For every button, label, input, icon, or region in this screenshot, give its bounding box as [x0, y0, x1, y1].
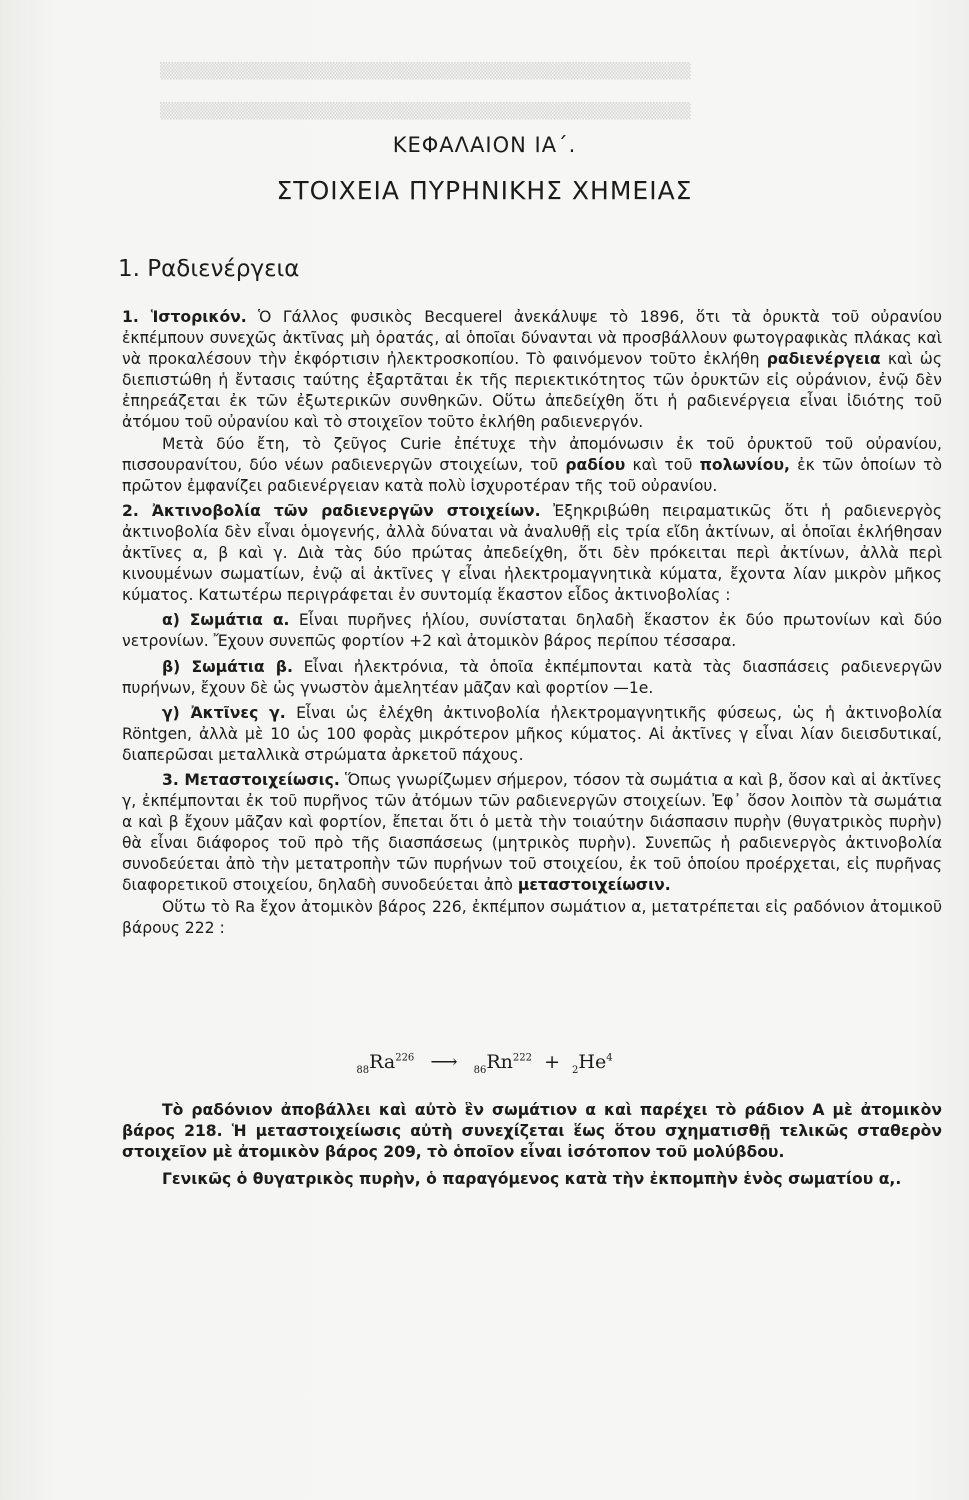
paragraph-radium-example: Οὕτω τὸ Ra ἔχον ἀτομικὸν βάρος 226, ἐκπέμπον σωμάτιον α, μετατρέπεται εἰς ραδόνιον ἀτομικοῦ βάρους 222 : [122, 897, 942, 937]
chapter-title: ΣΤΟΙΧΕΙΑ ΠΥΡΗΝΙΚΗΣ ΧΗΜΕΙΑΣ [276, 176, 693, 205]
body-text [122, 307, 942, 939]
paragraph-radon: Τὸ ραδόνιον ἀποβάλλει καὶ αὐτὸ ἓν σωμάτιον α καὶ παρέχει τὸ ράδιον Α μὲ ἀτομικὸν βάρος 218. Ἡ μεταστοιχείωσις αὐτὴ συνεχίζεται ἕως ὅτου σχηματισθῇ τελικῶς σταθερὸν στοιχεῖον μὲ ἀτομικὸν βάρος 209, τὸ ὁποῖον εἶναι ἰσότοπον τοῦ μολύβδου. [122, 1101, 942, 1162]
ra-mass-number: 226 [395, 1052, 415, 1064]
alpha-label: α) Σωμάτια α. [162, 611, 290, 630]
paragraph-radiation: 2. Ἀκτινοβολία τῶν ραδιενεργῶν στοιχείων. Ἐξηκριβώθη πειραματικῶς ὅτι ἡ ραδιενεργὸς ἀκτινοβολία δὲν εἶναι ὁμογενής, ἀλλὰ δύναται νὰ ἀναλυθῇ εἰς τρία εἴδη ἀκτίνων, αἱ ὁποῖαι ἐκλήθησαν ἀκτῖνες α, β καὶ γ. Διὰ τὰς δύο πρώτας ἀπεδείχθη, ὅτι δὲν πρόκειται περὶ ἀκτίνων, ἀλλὰ περὶ κινουμένων σωματίων, ἐνῷ αἱ ἀκτῖνες γ εἶναι ἠλεκτρομαγνητικὰ κύματα, ἔχοντα λίαν μικρὸν μῆκος κύματος. Κατωτέρω περιγράφεται ἐν συντομίᾳ ἕκαστον εἶδος ἀκτινοβολίας : [122, 501, 942, 605]
beta-label: β) Σωμάτια β. [162, 657, 293, 676]
term-transmutation: μεταστοιχείωσιν. [517, 876, 671, 895]
rn-atomic-number: 86 [473, 1064, 487, 1076]
radiation-label: 2. Ἀκτινοβολία τῶν ραδιενεργῶν στοιχείων. [122, 501, 541, 520]
section-heading: 1. Ραδιενέργεια [118, 256, 300, 282]
paragraph-history: 1. Ἱστορικόν. Ὁ Γάλλος φυσικὸς Becquerel ἀνεκάλυψε τὸ 1896, ὅτι τὰ ὀρυκτὰ τοῦ οὐρανίου ἐκπέμπουν συνεχῶς ἀκτῖνας μὴ ὁρατάς, αἱ ὁποῖαι δύνανται νὰ προσβάλλουν φωτογραφικὰς πλάκας καὶ νὰ προκαλέσουν τὴν ἐκφόρτισιν ἠλεκτροσκοπίου. Τὸ φαινόμενον τοῦτο ἐκλήθη ραδιενέργεια καὶ ὡς διεπιστώθη ἡ ἔντασις ταύτης ἐξαρτᾶται ἐκ τῆς περιεκτικότητος τῶν ὀρυκτῶν εἰς οὐράνιον, ἐνῷ δὲν ἐπηρεάζεται ἐκ τῶν ἐξωτερικῶν συνθηκῶν. Οὕτω ἀπεδείχθη ὅτι ἡ ραδιενέργεια εἶναι ἰδιότης τοῦ ἀτόμου τοῦ οὐρανίου καὶ τὸ στοιχεῖον τοῦτο ἐκλήθη ραδιενεργόν. [122, 308, 943, 432]
term-radioactivity: ραδιενέργεια [766, 350, 881, 369]
he-atomic-number: 2 [572, 1064, 579, 1076]
paragraph-curie: Μετὰ δύο ἔτη, τὸ ζεῦγος Curie ἐπέτυχε τὴν ἀπομόνωσιν ἐκ τοῦ ὀρυκτοῦ τοῦ οὐρανίου, πισσουρανίτου, δύο νέων ραδιενεργῶν στοιχείων, τοῦ ραδίου καὶ τοῦ πολωνίου, ἐκ τῶν ὁποίων τὸ πρῶτον ἐμφανίζει ραδιενέργειαν κατὰ πολὺ ἰσχυροτέραν τῆς τοῦ οὐρανίου. [122, 434, 942, 495]
plus-sign: + [544, 1051, 560, 1073]
ra-symbol: Ra [369, 1051, 396, 1073]
item-beta: β) Σωμάτια β. Εἶναι ἠλεκτρόνια, τὰ ὁποῖα ἐκπέμπονται κατὰ τὰς διασπάσεις ραδιενεργῶν πυρήνων, ἔχουν δὲ ὡς γνωστὸν ἀμελητέαν μᾶζαν καὶ φορτίον —1e. [122, 657, 942, 697]
gamma-label: γ) Ἀκτῖνες γ. [162, 703, 286, 722]
transmutation-label: 3. Μεταστοιχείωσις. [162, 770, 340, 789]
he-mass-number: 4 [606, 1052, 613, 1064]
paragraph-transmutation: 3. Μεταστοιχείωσις. Ὅπως γνωρίζωμεν σήμερον, τόσον τὰ σωμάτια α καὶ β, ὅσον καὶ αἱ ἀκτῖνες γ, ἐκπέμπονται ἐκ τοῦ πυρῆνος τῶν ἀτόμων τῶν ραδιενεργῶν στοιχείων. Ἐφ᾽ ὅσον λοιπὸν τὰ σωμάτια α καὶ β ἔχουν μᾶζαν καὶ φορτίον, ἔπεται ὅτι ὁ μετὰ τὴν τοιαύτην διάσπασιν πυρὴν (θυγατρικὸς πυρὴν) θὰ εἶναι διάφορος τοῦ πρὸ τῆς διασπάσεως (μητρικὸς πυρὴν). Συνεπῶς ἡ ραδιενεργὸς ἀκτινοβολία συνοδεύεται ἀπὸ τὴν μετατροπὴν τῶν πυρήνων τοῦ στοιχείου, ἐκ τοῦ ὁποίου προέρχεται, εἰς πυρῆνας διαφορετικοῦ στοιχείου, δηλαδὴ συνοδεύεται ἀπὸ μεταστοιχείωσιν. [122, 770, 942, 895]
arrow-icon: ⟶ [430, 1051, 458, 1073]
paragraph-daughter: Γενικῶς ὁ θυγατρικὸς πυρὴν, ὁ παραγόμενος κατὰ τὴν ἐκπομπὴν ἑνὸς σωματίου α,. [162, 1170, 902, 1189]
body-text-continued [122, 1100, 942, 1190]
item-gamma: γ) Ἀκτῖνες γ. Εἶναι ὡς ἐλέχθη ἀκτινοβολία ἠλεκτρομαγνητικῆς φύσεως, ὡς ἡ ἀκτινοβολία Röntgen, ἀλλὰ μὲ 10 ὡς 100 φορὰς μικρότερον μῆκος κύματος. Αἱ ἀκτῖνες γ εἶναι λίαν διεισδυτικαί, διαπερῶσαι μεταλλικὰ στρώματα ἀρκετοῦ πάχους. [122, 703, 942, 764]
nuclear-equation [0, 1051, 969, 1076]
bleed-through-text: ▒▒▒▒▒▒▒▒▒▒▒▒▒▒▒▒▒▒▒▒▒▒▒▒▒▒▒▒▒▒▒▒▒▒▒▒▒▒▒▒▒▒▒▒▒▒ [160, 62, 691, 80]
item-alpha: α) Σωμάτια α. Εἶναι πυρῆνες ἡλίου, συνίσταται δηλαδὴ ἕκαστον ἐκ δύο πρωτονίων καὶ δύο νετρονίων. Ἔχουν συνεπῶς φορτίον +2 καὶ ἀτομικὸν βάρος περίπου τέσσαρα. [122, 611, 943, 651]
rn-symbol: Rn [486, 1051, 513, 1073]
rn-mass-number: 222 [512, 1052, 533, 1064]
term-radium: ραδίου [565, 455, 626, 474]
ra-atomic-number: 88 [356, 1064, 370, 1076]
chapter-heading: ΚΕΦΑΛΑΙΟΝ ΙΑ΄. [392, 133, 577, 157]
history-label: 1. Ἱστορικόν. [122, 308, 247, 326]
term-polonium: πολωνίου, [699, 455, 790, 474]
he-symbol: He [578, 1051, 607, 1073]
bleed-through-text: ▒▒▒▒▒▒▒▒▒▒▒▒▒▒▒▒▒▒▒▒▒▒▒▒▒▒▒▒▒▒▒▒▒▒▒▒▒▒▒▒▒▒▒▒▒▒ [160, 102, 691, 120]
